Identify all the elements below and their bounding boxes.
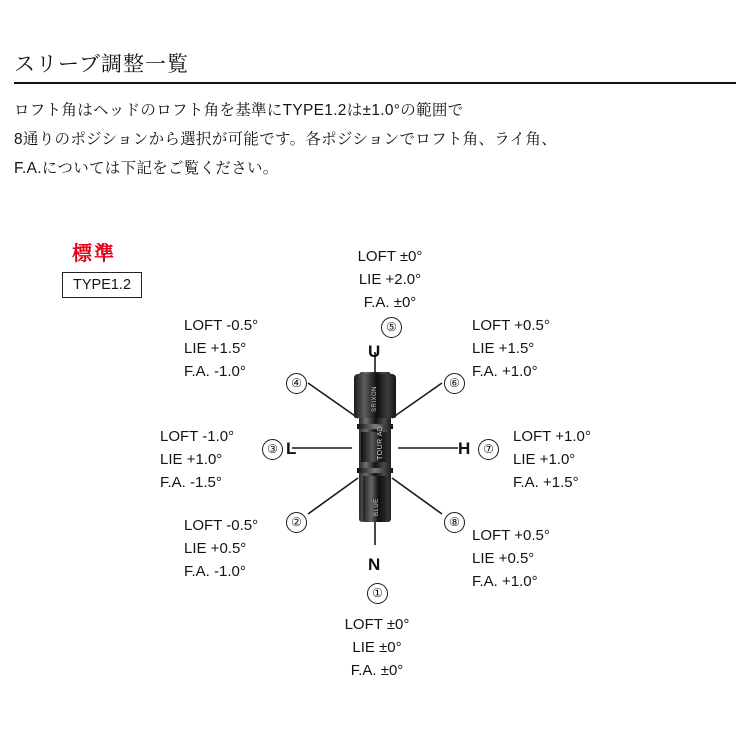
type-badge: TYPE1.2 xyxy=(62,272,142,298)
standard-label: 標準 xyxy=(72,243,116,265)
intro-line-1: ロフト角はヘッドのロフト角を基準にTYPE1.2は±1.0°の範囲で xyxy=(14,102,464,119)
position-5-number: ⑤ xyxy=(381,317,402,338)
position-2-fa: F.A. -1.0° xyxy=(184,563,246,580)
position-5-fa: F.A. ±0° xyxy=(363,294,417,311)
position-5-lie: LIE +2.0° xyxy=(358,271,422,288)
position-4-number: ④ xyxy=(286,373,307,394)
position-3-number: ③ xyxy=(262,439,283,460)
position-7-lie: LIE +1.0° xyxy=(513,451,576,468)
position-3-loft: LOFT -1.0° xyxy=(160,428,235,445)
position-3-label xyxy=(160,425,234,494)
sleeve-text-mid: TOUR AD xyxy=(377,425,384,460)
sleeve-ring-lower xyxy=(357,468,393,473)
position-2-number: ② xyxy=(286,512,307,533)
position-8-fa: F.A. +1.0° xyxy=(472,573,538,590)
position-3-lie: LIE +1.0° xyxy=(160,451,223,468)
marker-u: U xyxy=(368,342,381,361)
page-title: スリーブ調整一覧 xyxy=(14,53,189,76)
position-2-label xyxy=(184,514,258,583)
position-6-lie: LIE +1.5° xyxy=(472,340,535,357)
position-4-loft: LOFT -0.5° xyxy=(184,317,259,334)
position-2-loft: LOFT -0.5° xyxy=(184,517,259,534)
position-8-loft: LOFT +0.5° xyxy=(472,527,550,544)
position-4-fa: F.A. -1.0° xyxy=(184,363,246,380)
intro-line-2: 8通りのポジションから選択が可能です。各ポジションでロフト角、ライ角、 xyxy=(14,131,558,148)
position-1-fa: F.A. ±0° xyxy=(350,662,404,679)
marker-n: N xyxy=(368,555,381,574)
sleeve-illustration xyxy=(352,372,398,522)
position-4-lie: LIE +1.5° xyxy=(184,340,247,357)
position-4-label xyxy=(184,314,258,383)
position-1-lie: LIE ±0° xyxy=(352,639,402,656)
position-6-loft: LOFT +0.5° xyxy=(472,317,550,334)
position-7-fa: F.A. +1.5° xyxy=(513,474,579,491)
position-1-label xyxy=(317,613,437,682)
position-1-number: ① xyxy=(367,583,388,604)
intro-line-3: F.A.については下記をご覧ください。 xyxy=(14,160,279,177)
title-divider xyxy=(14,82,736,84)
sleeve-text-top: SRIXON xyxy=(372,385,378,412)
position-1-loft: LOFT ±0° xyxy=(344,616,410,633)
position-8-number: ⑧ xyxy=(444,512,465,533)
position-7-number: ⑦ xyxy=(478,439,499,460)
position-6-number: ⑥ xyxy=(444,373,465,394)
intro-text xyxy=(14,96,714,183)
position-7-loft: LOFT +1.0° xyxy=(513,428,591,445)
sleeve-ring-upper xyxy=(357,424,393,429)
position-8-label xyxy=(472,524,550,593)
position-5-label xyxy=(330,245,450,314)
position-6-label xyxy=(472,314,550,383)
position-2-lie: LIE +0.5° xyxy=(184,540,247,557)
position-3-fa: F.A. -1.5° xyxy=(160,474,222,491)
position-8-lie: LIE +0.5° xyxy=(472,550,535,567)
position-5-loft: LOFT ±0° xyxy=(357,248,423,265)
position-7-label xyxy=(513,425,591,494)
sleeve-band xyxy=(361,432,389,462)
marker-h: H xyxy=(458,439,471,458)
position-6-fa: F.A. +1.0° xyxy=(472,363,538,380)
marker-l: L xyxy=(286,439,297,458)
sleeve-text-bottom: BLUE xyxy=(374,498,380,516)
